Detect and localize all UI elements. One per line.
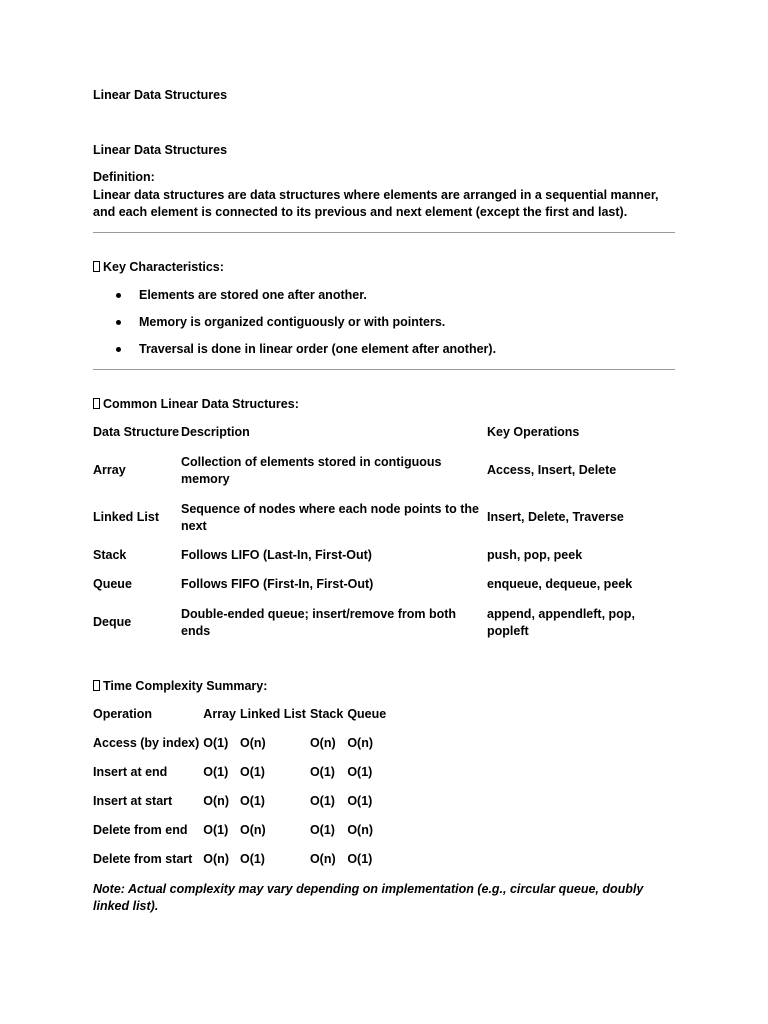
table-row [93,729,397,758]
table-cell: O(1) [203,765,229,779]
table-cell: Double-ended queue; insert/remove from both ends [181,606,457,638]
characteristics-heading: Key Characteristics: [103,260,224,274]
table-header-cell: Stack [309,707,344,721]
table-cell: O(1) [309,794,335,808]
table-row [93,845,397,874]
table-cell: O(n) [347,736,373,750]
table-cell: enqueue, dequeue, peek [487,577,633,591]
table-cell: Queue [93,577,132,591]
table-cell: O(1) [203,736,229,750]
complexity-heading: Time Complexity Summary: [103,679,268,693]
table-cell: O(1) [309,765,335,779]
table-cell: O(n) [347,823,373,837]
list-item: Memory is organized contiguously or with pointers. [93,314,496,341]
table-row [93,758,397,787]
table-cell: Access, Insert, Delete [487,463,617,477]
table-cell: Linked List [93,510,159,524]
table-cell: O(n) [309,852,336,866]
list-item: Traversal is done in linear order (one element after another). [93,341,496,368]
table-cell: O(1) [347,765,373,779]
table-cell: Follows LIFO (Last-In, First-Out) [181,548,372,562]
table-cell: Array [93,463,126,477]
table-row [93,787,397,816]
complexity-table [93,700,397,874]
table-header-cell: Description [181,425,250,439]
table-cell: O(n) [239,736,266,750]
list-item: Elements are stored one after another. [93,287,496,314]
table-cell: Deque [93,615,132,629]
missing-glyph-icon [93,261,100,272]
table-header-cell: Queue [347,707,387,721]
table-cell: O(1) [239,852,265,866]
table-cell: O(1) [347,852,373,866]
characteristics-list [93,287,496,368]
table-cell: push, pop, peek [487,548,583,562]
table-cell: O(1) [203,823,229,837]
table-cell: O(n) [309,736,336,750]
table-row [93,541,675,570]
table-cell: O(1) [239,794,265,808]
table-header-row [93,418,675,447]
table-row [93,570,675,599]
table-cell: Access (by index) [93,736,200,750]
document-title: Linear Data Structures [93,88,228,102]
table-cell: O(1) [347,794,373,808]
structures-heading-row [93,397,299,411]
table-cell: O(n) [203,794,229,808]
table-row [93,494,675,541]
table-header-cell: Array [203,707,236,721]
section-divider [93,369,675,370]
table-cell: Delete from end [93,823,188,837]
structures-heading: Common Linear Data Structures: [103,397,299,411]
table-cell: Collection of elements stored in contiguous memory [181,454,442,486]
table-cell: O(n) [239,823,266,837]
characteristics-heading-row [93,260,224,274]
table-cell: O(1) [309,823,335,837]
table-cell: O(n) [203,852,229,866]
table-cell: Insert at start [93,794,173,808]
table-cell: O(1) [239,765,265,779]
complexity-heading-row [93,679,267,693]
structures-table [93,418,675,646]
table-header-cell: Data Structure [93,425,180,439]
definition-label: Definition: [93,170,155,184]
definition-text: Linear data structures are data structures where elements are arranged in a sequential manner, and each element is connected to its previous and next element (except the first and last). [93,188,659,219]
missing-glyph-icon [93,680,100,691]
table-cell: Delete from start [93,852,193,866]
complexity-note: Note: Actual complexity may vary depending on implementation (e.g., circular queue, doubly linked list). [93,882,644,913]
table-header-cell: Key Operations [487,425,580,439]
table-header-cell: Linked List [239,707,306,721]
table-cell: Follows FIFO (First-In, First-Out) [181,577,374,591]
table-row [93,816,397,845]
table-cell: Insert at end [93,765,168,779]
table-row [93,447,675,494]
missing-glyph-icon [93,398,100,409]
table-header-row [93,700,397,729]
table-cell: Insert, Delete, Traverse [487,510,624,524]
table-cell: Sequence of nodes where each node points to the next [181,501,479,533]
table-header-cell: Operation [93,707,153,721]
section-divider [93,232,675,233]
section-title: Linear Data Structures [93,143,228,157]
table-cell: append, appendleft, pop, popleft [487,606,635,638]
table-row [93,599,675,646]
table-cell: Stack [93,548,127,562]
